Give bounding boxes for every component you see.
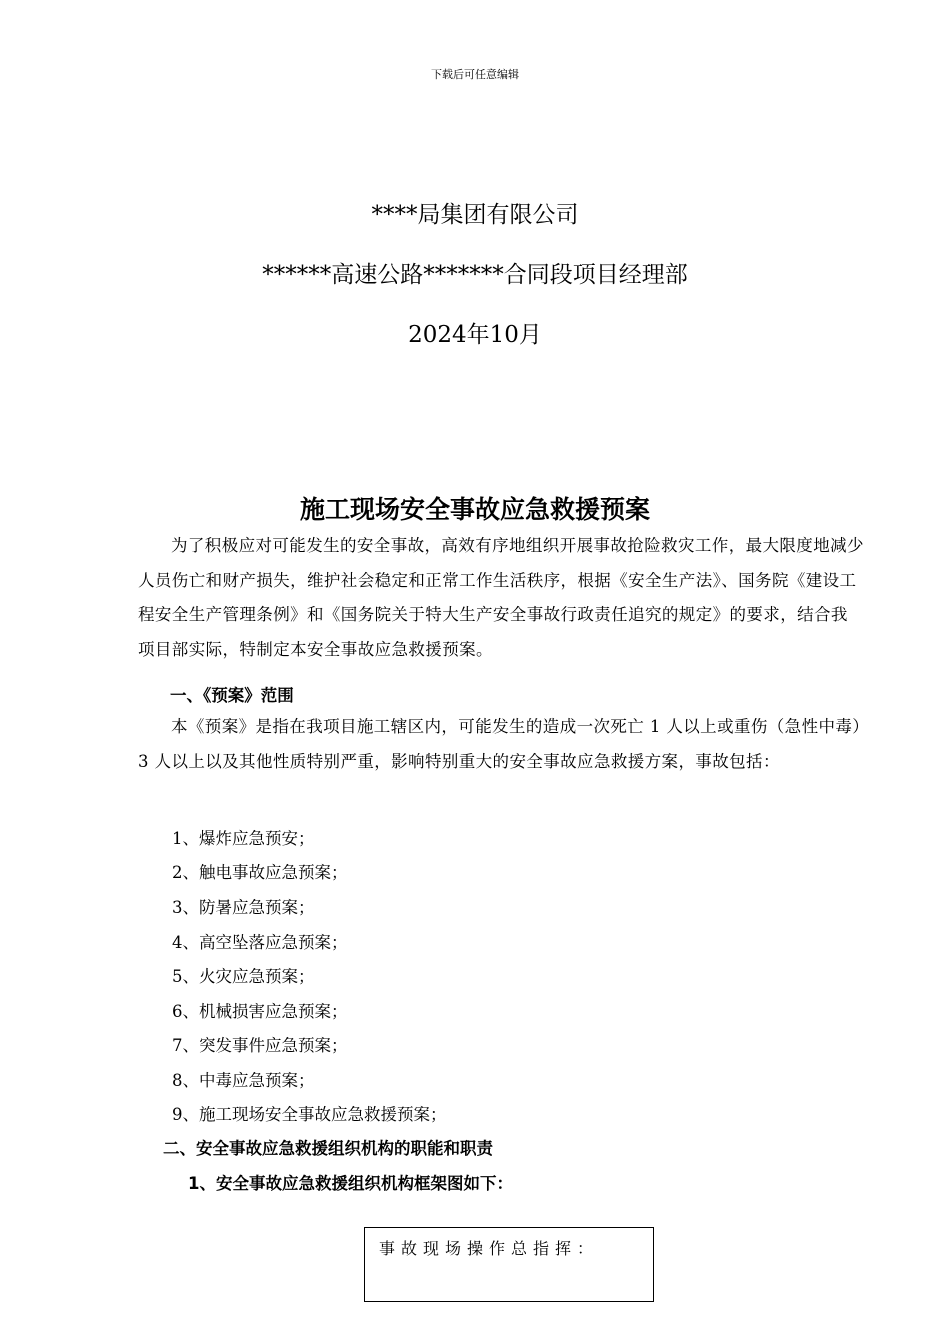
list-item: 6、机械损害应急预案； [172,1002,348,1021]
section2-heading: 二、安全事故应急救援组织机构的职能和职责 [163,1139,493,1158]
section1-paragraph: 本《预案》是指在我项目施工辖区内，可能发生的造成一次死亡 1 人以上或重伤（急性中毒）3 人以上以及其他性质特别严重，影响特别重大的安全事故应急救援方案，事故包括： [138,717,861,771]
org-box-label: 事故现场操作总指挥： [379,1239,600,1258]
list-item: 8、中毒应急预案； [172,1071,315,1090]
list-item: 4、高空坠落应急预案； [172,933,348,952]
document-title: 施工现场安全事故应急救援预案 [299,495,650,524]
list-item: 5、火灾应急预案； [172,967,315,986]
list-item: 7、突发事件应急预案； [172,1036,348,1055]
header-note: 下载后可任意编辑 [431,68,519,81]
section1-heading: 一、《预案》范围 [170,686,294,705]
cover-project: ******高速公路*******合同段项目经理部 [262,262,688,288]
list-item: 3、防暑应急预案； [172,898,315,917]
org-chart-box [364,1227,654,1302]
list-item: 1、爆炸应急预安； [172,829,315,848]
section2-subheading: 1、安全事故应急救援组织机构框架图如下： [188,1174,513,1193]
cover-company: ****局集团有限公司 [371,202,579,228]
cover-date: 2024年10月 [408,322,542,348]
list-item: 9、施工现场安全事故应急救援预案； [172,1105,447,1124]
list-item: 2、触电事故应急预案； [172,863,348,882]
intro-paragraph: 为了积极应对可能发生的安全事故，高效有序地组织开展事故抢险救灾工作，最大限度地减少人员伤亡和财产损失，维护社会稳定和正常工作生活秩序，根据《安全生产法》、国务院《建设工程安全生产管理条例》和《国务院关于特大生产安全事故行政责任追究的规定》的要求，结合我项目部实际，特制定本安全事故应急救援预案。 [138,536,864,660]
